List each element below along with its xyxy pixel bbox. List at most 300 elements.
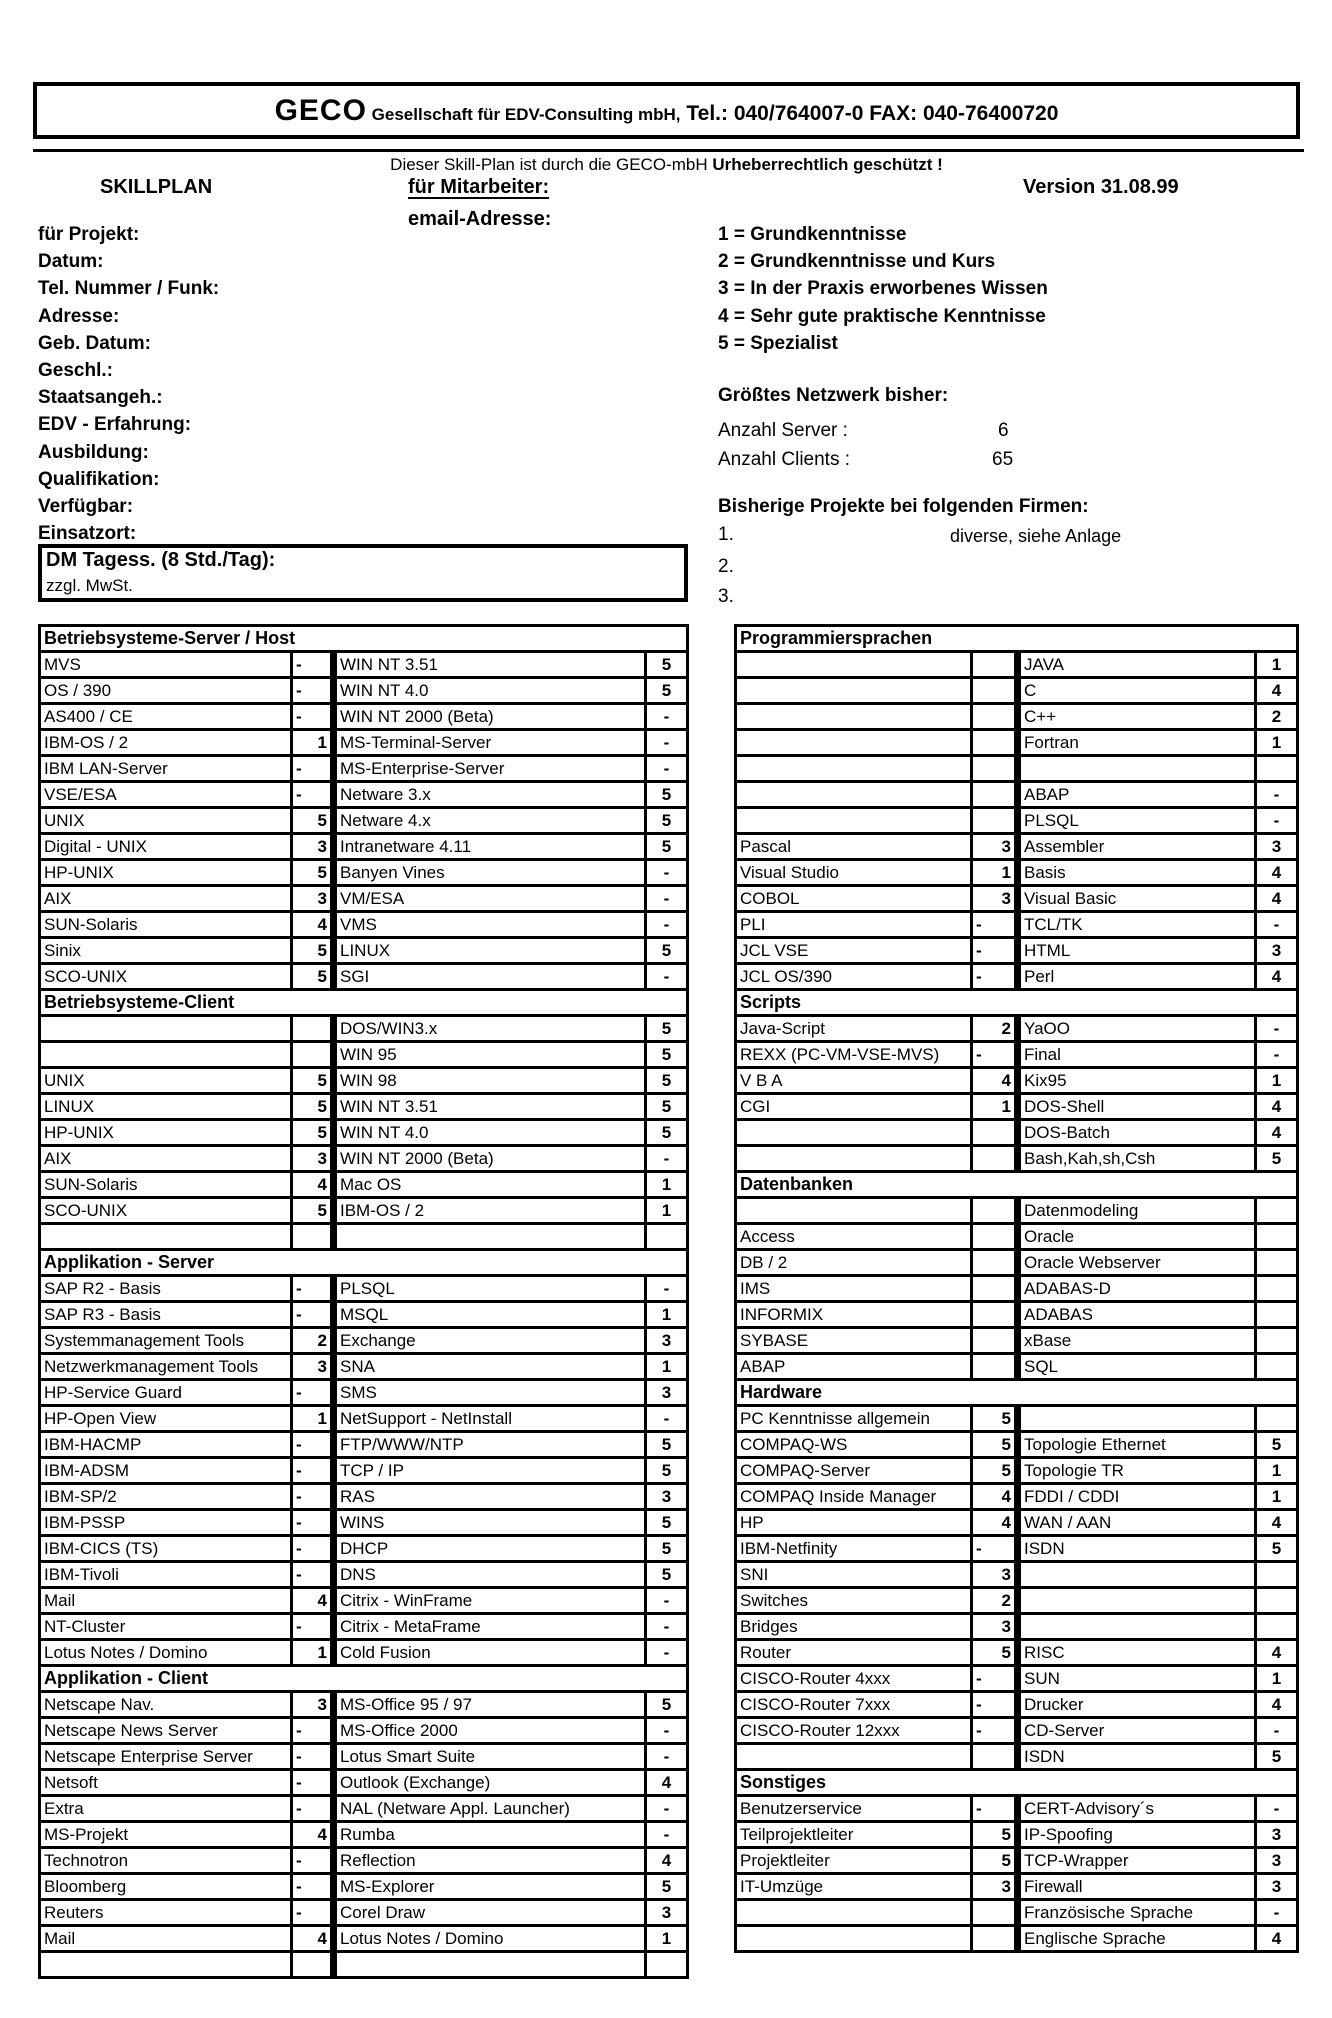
skill-name: VSE/ESA bbox=[40, 782, 292, 808]
skill-level: 3 bbox=[292, 834, 334, 860]
skill-level bbox=[292, 1042, 334, 1068]
skill-level bbox=[972, 782, 1018, 808]
skill-level: 4 bbox=[1256, 964, 1298, 990]
skill-name bbox=[1018, 756, 1256, 782]
skill-level: 4 bbox=[972, 1068, 1018, 1094]
skill-level: - bbox=[1256, 1796, 1298, 1822]
skill-name bbox=[40, 1952, 292, 1978]
skill-level bbox=[972, 756, 1018, 782]
skill-level: 4 bbox=[1256, 1640, 1298, 1666]
skill-level bbox=[972, 678, 1018, 704]
skill-level: - bbox=[646, 756, 688, 782]
skill-level: 5 bbox=[646, 1016, 688, 1042]
skill-level bbox=[1256, 1302, 1298, 1328]
field-label: Geschl.: bbox=[38, 360, 113, 382]
section-header: Sonstiges bbox=[736, 1770, 1298, 1796]
skill-level: - bbox=[646, 1796, 688, 1822]
skill-name: C bbox=[1018, 678, 1256, 704]
for-employee-label: für Mitarbeiter: bbox=[408, 176, 550, 198]
skill-name: MS-Office 2000 bbox=[334, 1718, 646, 1744]
skill-level: - bbox=[1256, 808, 1298, 834]
skill-level: 5 bbox=[646, 678, 688, 704]
skill-level bbox=[972, 1250, 1018, 1276]
skill-level: - bbox=[646, 1744, 688, 1770]
skill-level: 5 bbox=[292, 964, 334, 990]
skill-name: HTML bbox=[1018, 938, 1256, 964]
legend-item: 1 = Grundkenntnisse bbox=[718, 224, 907, 245]
skill-name: SNI bbox=[736, 1562, 972, 1588]
skill-level: 1 bbox=[1256, 1484, 1298, 1510]
skill-level: - bbox=[646, 1276, 688, 1302]
skill-name: SYBASE bbox=[736, 1328, 972, 1354]
skill-level: 3 bbox=[646, 1484, 688, 1510]
skill-name: MS-Enterprise-Server bbox=[334, 756, 646, 782]
skill-name bbox=[736, 1744, 972, 1770]
legend-item: 5 = Spezialist bbox=[718, 332, 838, 354]
skill-name: VM/ESA bbox=[334, 886, 646, 912]
skill-level: - bbox=[972, 1042, 1018, 1068]
skill-level: 5 bbox=[646, 1510, 688, 1536]
skill-name: WIN NT 4.0 bbox=[334, 678, 646, 704]
skill-level bbox=[1256, 1614, 1298, 1640]
skill-level bbox=[1256, 1588, 1298, 1614]
skill-name: Banyen Vines bbox=[334, 860, 646, 886]
skill-level: 1 bbox=[972, 1094, 1018, 1120]
skill-name: MS-Terminal-Server bbox=[334, 730, 646, 756]
skill-level: - bbox=[292, 1562, 334, 1588]
skill-name bbox=[736, 782, 972, 808]
skill-name: Kix95 bbox=[1018, 1068, 1256, 1094]
skill-level: - bbox=[292, 1874, 334, 1900]
skills-table-right bbox=[734, 624, 1299, 1953]
skill-name: REXX (PC-VM-VSE-MVS) bbox=[736, 1042, 972, 1068]
skill-name: DOS-Shell bbox=[1018, 1094, 1256, 1120]
skill-level: 1 bbox=[646, 1926, 688, 1952]
skill-level: 5 bbox=[292, 1094, 334, 1120]
field-label: Tel. Nummer / Funk: bbox=[38, 278, 220, 300]
skill-name: Lotus Smart Suite bbox=[334, 1744, 646, 1770]
skill-name: IBM-ADSM bbox=[40, 1458, 292, 1484]
company-name: Gesellschaft für EDV-Consulting mbH, bbox=[366, 105, 681, 124]
skill-name: WIN 95 bbox=[334, 1042, 646, 1068]
skill-name: C++ bbox=[1018, 704, 1256, 730]
skill-name: Intranetware 4.11 bbox=[334, 834, 646, 860]
skill-level: 4 bbox=[646, 1770, 688, 1796]
skill-name: MS-Projekt bbox=[40, 1822, 292, 1848]
server-count-label: Anzahl Server : bbox=[718, 420, 848, 441]
skill-level bbox=[972, 652, 1018, 678]
skill-level: 5 bbox=[972, 1822, 1018, 1848]
skill-level: 1 bbox=[646, 1302, 688, 1328]
skill-name: Citrix - MetaFrame bbox=[334, 1614, 646, 1640]
skill-level: - bbox=[646, 1406, 688, 1432]
email-label: email-Adresse: bbox=[408, 208, 552, 230]
skill-level: - bbox=[292, 1770, 334, 1796]
skill-name: CGI bbox=[736, 1094, 972, 1120]
skill-level: - bbox=[1256, 1900, 1298, 1926]
skill-name: WINS bbox=[334, 1510, 646, 1536]
skill-level bbox=[1256, 1406, 1298, 1432]
skill-name: DOS-Batch bbox=[1018, 1120, 1256, 1146]
skill-level bbox=[972, 730, 1018, 756]
skill-name: Rumba bbox=[334, 1822, 646, 1848]
skill-name: LINUX bbox=[40, 1094, 292, 1120]
skill-level: 5 bbox=[972, 1640, 1018, 1666]
skill-level: - bbox=[292, 756, 334, 782]
skill-level: - bbox=[292, 1718, 334, 1744]
skill-name bbox=[40, 1016, 292, 1042]
skill-level: - bbox=[292, 1614, 334, 1640]
skill-name: ABAP bbox=[736, 1354, 972, 1380]
skill-level: 5 bbox=[972, 1406, 1018, 1432]
skill-level bbox=[1256, 1276, 1298, 1302]
skill-level: 5 bbox=[292, 808, 334, 834]
skill-level: - bbox=[292, 1458, 334, 1484]
skill-name: Final bbox=[1018, 1042, 1256, 1068]
skill-name: PLSQL bbox=[1018, 808, 1256, 834]
skill-level: 4 bbox=[292, 1926, 334, 1952]
skill-name: Router bbox=[736, 1640, 972, 1666]
skill-name: COMPAQ-WS bbox=[736, 1432, 972, 1458]
skill-name: Benutzerservice bbox=[736, 1796, 972, 1822]
field-label: Verfügbar: bbox=[38, 496, 134, 518]
skill-name: ADABAS-D bbox=[1018, 1276, 1256, 1302]
skill-level: 4 bbox=[646, 1848, 688, 1874]
section-header: Hardware bbox=[736, 1380, 1298, 1406]
skill-level bbox=[1256, 1250, 1298, 1276]
legend-item: 4 = Sehr gute praktische Kenntnisse bbox=[718, 305, 1046, 327]
skill-level: 3 bbox=[972, 1562, 1018, 1588]
skill-level: - bbox=[292, 1536, 334, 1562]
skill-name: TCL/TK bbox=[1018, 912, 1256, 938]
skill-name bbox=[736, 756, 972, 782]
skill-level: 5 bbox=[1256, 1536, 1298, 1562]
skill-level: 4 bbox=[1256, 1692, 1298, 1718]
skill-name: UNIX bbox=[40, 808, 292, 834]
skill-name: LINUX bbox=[334, 938, 646, 964]
skill-level: 5 bbox=[292, 860, 334, 886]
skill-level: 3 bbox=[646, 1380, 688, 1406]
skill-name: WIN NT 3.51 bbox=[334, 652, 646, 678]
skill-name: Firewall bbox=[1018, 1874, 1256, 1900]
skill-level: 3 bbox=[292, 1354, 334, 1380]
project-number: 2. bbox=[718, 556, 734, 577]
skill-level: 3 bbox=[972, 834, 1018, 860]
skill-level: 5 bbox=[646, 1068, 688, 1094]
skill-name: Reuters bbox=[40, 1900, 292, 1926]
skill-level: 5 bbox=[646, 1094, 688, 1120]
skill-level: - bbox=[1256, 912, 1298, 938]
skill-name: IBM-Tivoli bbox=[40, 1562, 292, 1588]
skill-name: CISCO-Router 7xxx bbox=[736, 1692, 972, 1718]
skill-name: SQL bbox=[1018, 1354, 1256, 1380]
skill-level bbox=[292, 1224, 334, 1250]
skill-level bbox=[1256, 1354, 1298, 1380]
skill-level: 5 bbox=[292, 1120, 334, 1146]
page-title: SKILLPLAN bbox=[100, 176, 213, 198]
skill-name: Visual Studio bbox=[736, 860, 972, 886]
skill-name: Bloomberg bbox=[40, 1874, 292, 1900]
skill-name: HP-Service Guard bbox=[40, 1380, 292, 1406]
skill-level: 5 bbox=[1256, 1432, 1298, 1458]
skill-level: 5 bbox=[646, 1120, 688, 1146]
skill-name: WIN NT 2000 (Beta) bbox=[334, 704, 646, 730]
skill-name: Netscape Nav. bbox=[40, 1692, 292, 1718]
skill-level: 2 bbox=[972, 1588, 1018, 1614]
copyright-regular: Dieser Skill-Plan ist durch die GECO-mbH bbox=[390, 155, 713, 174]
skill-level: - bbox=[646, 860, 688, 886]
projects-title: Bisherige Projekte bei folgenden Firmen: bbox=[718, 496, 1089, 517]
skill-name: Switches bbox=[736, 1588, 972, 1614]
copyright-bold: Urheberrechtlich geschützt ! bbox=[712, 155, 943, 174]
skill-level: 4 bbox=[1256, 678, 1298, 704]
skill-level: 4 bbox=[292, 1822, 334, 1848]
field-label: Qualifikation: bbox=[38, 468, 160, 490]
skill-name: Topologie TR bbox=[1018, 1458, 1256, 1484]
skill-level: - bbox=[292, 1510, 334, 1536]
skill-level: 1 bbox=[1256, 1666, 1298, 1692]
skill-name bbox=[736, 808, 972, 834]
skill-level: 4 bbox=[1256, 886, 1298, 912]
skill-level: 5 bbox=[646, 1042, 688, 1068]
server-count-value: 6 bbox=[998, 420, 1009, 441]
skill-name: COBOL bbox=[736, 886, 972, 912]
company-brand: GECO bbox=[274, 94, 367, 127]
skill-level: - bbox=[292, 1744, 334, 1770]
skill-name: IBM-SP/2 bbox=[40, 1484, 292, 1510]
skill-name: Extra bbox=[40, 1796, 292, 1822]
skill-level: - bbox=[972, 1666, 1018, 1692]
skill-level: - bbox=[1256, 782, 1298, 808]
skill-name: Oracle Webserver bbox=[1018, 1250, 1256, 1276]
skill-level: - bbox=[646, 730, 688, 756]
skill-name: NT-Cluster bbox=[40, 1614, 292, 1640]
field-label: Staatsangeh.: bbox=[38, 387, 163, 409]
skill-name bbox=[1018, 1614, 1256, 1640]
skill-level: 4 bbox=[292, 1588, 334, 1614]
skill-name: Mac OS bbox=[334, 1172, 646, 1198]
skill-name: WIN 98 bbox=[334, 1068, 646, 1094]
skill-level bbox=[972, 1146, 1018, 1172]
skill-name bbox=[736, 1900, 972, 1926]
skill-name: ABAP bbox=[1018, 782, 1256, 808]
skill-level: 1 bbox=[1256, 652, 1298, 678]
skill-name bbox=[40, 1042, 292, 1068]
skill-name: Pascal bbox=[736, 834, 972, 860]
version-label: Version 31.08.99 bbox=[1023, 176, 1179, 198]
skill-name: Assembler bbox=[1018, 834, 1256, 860]
skill-name: Perl bbox=[1018, 964, 1256, 990]
skill-level bbox=[972, 1900, 1018, 1926]
skill-level: 4 bbox=[1256, 1926, 1298, 1952]
skill-name: Java-Script bbox=[736, 1016, 972, 1042]
skill-name: AIX bbox=[40, 1146, 292, 1172]
skill-name: Lotus Notes / Domino bbox=[334, 1926, 646, 1952]
skill-name: Netsoft bbox=[40, 1770, 292, 1796]
skill-level: - bbox=[292, 1796, 334, 1822]
skill-level: 3 bbox=[1256, 834, 1298, 860]
skill-level bbox=[292, 1016, 334, 1042]
skill-level: - bbox=[1256, 1718, 1298, 1744]
skill-level: 4 bbox=[292, 912, 334, 938]
skill-level bbox=[972, 1120, 1018, 1146]
skill-level: - bbox=[972, 964, 1018, 990]
skill-name: RAS bbox=[334, 1484, 646, 1510]
skill-name: Access bbox=[736, 1224, 972, 1250]
skill-level: 1 bbox=[646, 1198, 688, 1224]
skill-level: 1 bbox=[1256, 730, 1298, 756]
skill-name: COMPAQ Inside Manager bbox=[736, 1484, 972, 1510]
skill-name bbox=[736, 678, 972, 704]
skill-name: AIX bbox=[40, 886, 292, 912]
skill-name: SUN bbox=[1018, 1666, 1256, 1692]
skill-name: DNS bbox=[334, 1562, 646, 1588]
skill-name: IBM-CICS (TS) bbox=[40, 1536, 292, 1562]
skill-level: 5 bbox=[646, 1692, 688, 1718]
skill-level bbox=[972, 808, 1018, 834]
skill-level bbox=[972, 1224, 1018, 1250]
skill-level: - bbox=[292, 652, 334, 678]
skill-level: 1 bbox=[1256, 1458, 1298, 1484]
skill-level: 2 bbox=[972, 1016, 1018, 1042]
skill-level: 3 bbox=[972, 886, 1018, 912]
skill-name: CISCO-Router 12xxx bbox=[736, 1718, 972, 1744]
skill-level bbox=[972, 1926, 1018, 1952]
skill-name: Bash,Kah,sh,Csh bbox=[1018, 1146, 1256, 1172]
section-header: Applikation - Client bbox=[40, 1666, 688, 1692]
skill-level: 4 bbox=[1256, 860, 1298, 886]
skill-name: MVS bbox=[40, 652, 292, 678]
company-header-line bbox=[37, 94, 1296, 128]
skill-level: 4 bbox=[972, 1484, 1018, 1510]
skill-name: Projektleiter bbox=[736, 1848, 972, 1874]
skill-level bbox=[972, 704, 1018, 730]
skill-level: 1 bbox=[292, 730, 334, 756]
skill-name: FDDI / CDDI bbox=[1018, 1484, 1256, 1510]
skill-level: - bbox=[972, 938, 1018, 964]
skill-level: - bbox=[646, 1146, 688, 1172]
skill-name: Mail bbox=[40, 1926, 292, 1952]
skill-level: 3 bbox=[1256, 938, 1298, 964]
skill-level: 5 bbox=[292, 1198, 334, 1224]
skill-name: WIN NT 4.0 bbox=[334, 1120, 646, 1146]
skill-level bbox=[972, 1198, 1018, 1224]
skill-name: COMPAQ-Server bbox=[736, 1458, 972, 1484]
section-header: Scripts bbox=[736, 990, 1298, 1016]
skill-level: 5 bbox=[646, 1458, 688, 1484]
skill-level: 4 bbox=[972, 1510, 1018, 1536]
skill-level: 5 bbox=[646, 1432, 688, 1458]
skill-level bbox=[972, 1354, 1018, 1380]
skill-name: Sinix bbox=[40, 938, 292, 964]
skill-name: ADABAS bbox=[1018, 1302, 1256, 1328]
skill-level: 4 bbox=[1256, 1120, 1298, 1146]
legend-item: 3 = In der Praxis erworbenes Wissen bbox=[718, 278, 1048, 300]
field-label: Geb. Datum: bbox=[38, 332, 151, 354]
skill-name bbox=[736, 1198, 972, 1224]
skill-level: 3 bbox=[1256, 1848, 1298, 1874]
skill-level: 5 bbox=[972, 1432, 1018, 1458]
skill-name: IMS bbox=[736, 1276, 972, 1302]
field-label: EDV - Erfahrung: bbox=[38, 414, 192, 436]
skill-name bbox=[1018, 1406, 1256, 1432]
skill-level: 4 bbox=[292, 1172, 334, 1198]
skill-name: Basis bbox=[1018, 860, 1256, 886]
skill-level bbox=[292, 1952, 334, 1978]
skill-name bbox=[736, 1146, 972, 1172]
skill-name: SMS bbox=[334, 1380, 646, 1406]
skill-name: JAVA bbox=[1018, 652, 1256, 678]
skill-level: - bbox=[646, 1640, 688, 1666]
skill-name: WAN / AAN bbox=[1018, 1510, 1256, 1536]
skill-level: - bbox=[292, 1848, 334, 1874]
skill-level: - bbox=[1256, 1042, 1298, 1068]
skill-name: DOS/WIN3.x bbox=[334, 1016, 646, 1042]
skill-name: IBM-OS / 2 bbox=[40, 730, 292, 756]
daily-rate-label: DM Tagess. (8 Std./Tag): bbox=[46, 549, 276, 571]
field-label: Ausbildung: bbox=[38, 441, 149, 463]
skill-name: ISDN bbox=[1018, 1744, 1256, 1770]
skill-level: - bbox=[972, 1692, 1018, 1718]
skill-name: TCP / IP bbox=[334, 1458, 646, 1484]
skill-name: Outlook (Exchange) bbox=[334, 1770, 646, 1796]
skill-name: SNA bbox=[334, 1354, 646, 1380]
skill-level bbox=[646, 1952, 688, 1978]
skill-level bbox=[1256, 756, 1298, 782]
skill-name: Digital - UNIX bbox=[40, 834, 292, 860]
project-entry: diverse, siehe Anlage bbox=[950, 526, 1122, 546]
skill-level: 5 bbox=[646, 652, 688, 678]
network-title: Größtes Netzwerk bisher: bbox=[718, 385, 949, 406]
skill-level-legend bbox=[718, 221, 1048, 357]
skill-level: 5 bbox=[646, 938, 688, 964]
skill-name: CERT-Advisory´s bbox=[1018, 1796, 1256, 1822]
skill-level: 5 bbox=[646, 782, 688, 808]
skill-level: 3 bbox=[292, 1146, 334, 1172]
skill-name bbox=[736, 652, 972, 678]
skill-name: Visual Basic bbox=[1018, 886, 1256, 912]
skill-name: JCL VSE bbox=[736, 938, 972, 964]
skill-level: 1 bbox=[292, 1406, 334, 1432]
company-contact: Tel.: 040/764007-0 FAX: 040-76400720 bbox=[680, 102, 1059, 125]
skill-name: IP-Spoofing bbox=[1018, 1822, 1256, 1848]
skill-level: - bbox=[972, 1536, 1018, 1562]
skill-level: 3 bbox=[292, 1692, 334, 1718]
client-count-label: Anzahl Clients : bbox=[718, 449, 851, 470]
skill-name: NAL (Netware Appl. Launcher) bbox=[334, 1796, 646, 1822]
skill-level: 5 bbox=[292, 938, 334, 964]
skill-level: - bbox=[292, 1302, 334, 1328]
skill-level bbox=[1256, 1328, 1298, 1354]
skill-name: HP-UNIX bbox=[40, 1120, 292, 1146]
skill-level: - bbox=[292, 704, 334, 730]
skill-name: Corel Draw bbox=[334, 1900, 646, 1926]
skill-level: 5 bbox=[646, 1874, 688, 1900]
section-header: Datenbanken bbox=[736, 1172, 1298, 1198]
project-number: 1. bbox=[718, 524, 734, 545]
skill-level: - bbox=[972, 912, 1018, 938]
skill-level: - bbox=[292, 782, 334, 808]
skill-name: DB / 2 bbox=[736, 1250, 972, 1276]
skill-name: Englische Sprache bbox=[1018, 1926, 1256, 1952]
skill-level: - bbox=[646, 912, 688, 938]
skill-name: IBM-OS / 2 bbox=[334, 1198, 646, 1224]
legend-item: 2 = Grundkenntnisse und Kurs bbox=[718, 251, 996, 273]
skill-level: 4 bbox=[1256, 1094, 1298, 1120]
section-header: Betriebsysteme-Client bbox=[40, 990, 688, 1016]
skill-level bbox=[972, 1744, 1018, 1770]
skill-level: - bbox=[646, 964, 688, 990]
